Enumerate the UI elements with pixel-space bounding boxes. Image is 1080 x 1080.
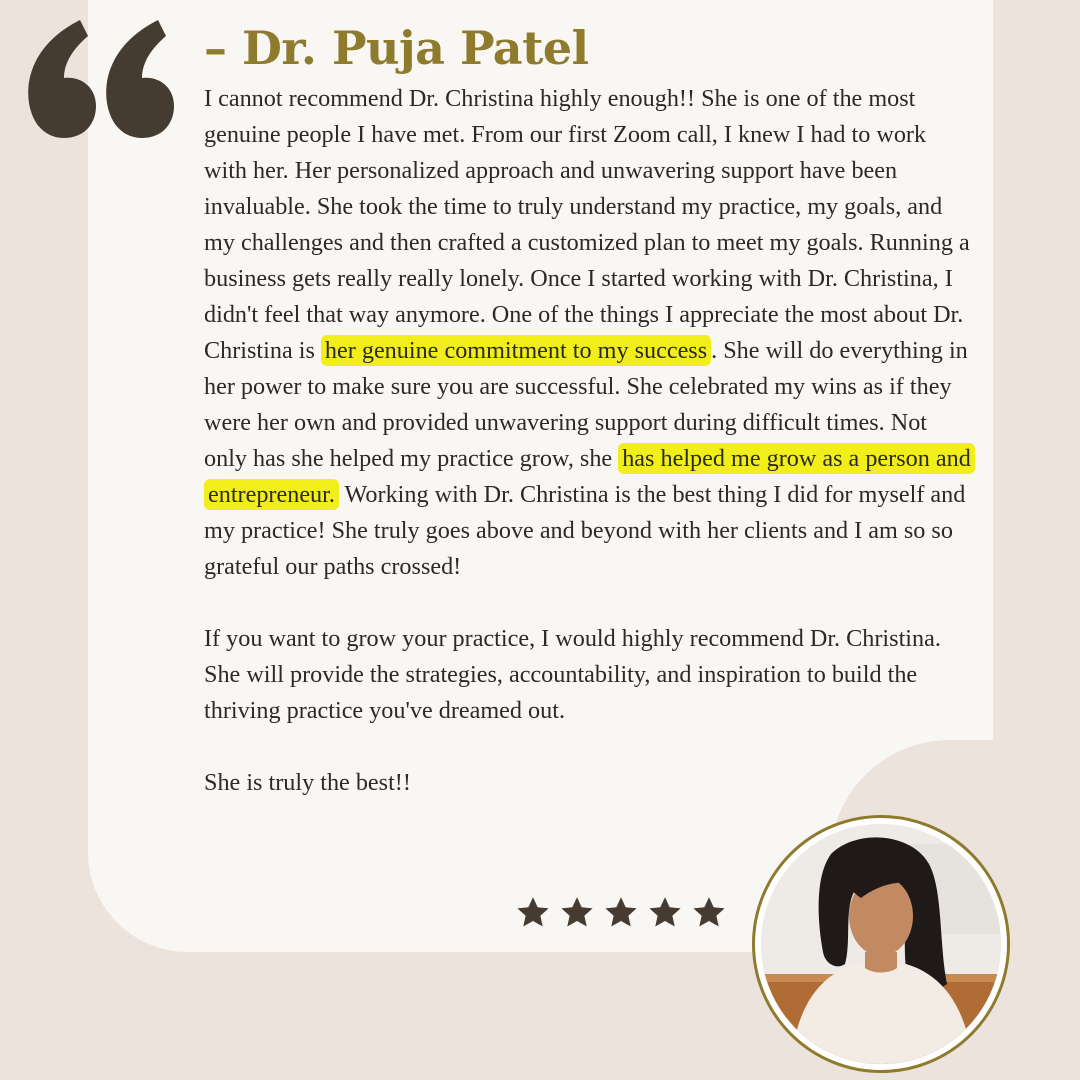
text-segment: . She will do everything in her power to make sure you are successful. She celebrated my wins as if they were her own and provided unwavering support during difficult times. Not only has she helped my practice grow, she xyxy=(204,337,968,472)
quote-mark-icon xyxy=(26,18,176,142)
highlighted-phrase: her genuine commitment to my success xyxy=(321,335,711,366)
author-name: – Dr. Puja Patel xyxy=(204,21,589,75)
star-icon xyxy=(602,895,640,931)
author-photo xyxy=(752,815,1010,1073)
text-segment: Working with Dr. Christina is the best thing I did for myself and my practice! She truly goes above and beyond with her clients and I am so so grateful our paths crossed! xyxy=(204,481,966,580)
testimonial-paragraph xyxy=(204,81,974,585)
author-photo-frame xyxy=(761,824,1001,1064)
star-icon xyxy=(646,895,684,931)
portrait-illustration xyxy=(761,824,1001,1064)
testimonial-body xyxy=(204,81,974,801)
text-segment: I cannot recommend Dr. Christina highly enough!! She is one of the most genuine people I have met. From our first Zoom call, I knew I had to work with her. Her personalized approach and unwavering support have been invaluable. She took the time to truly understand my practice, my goals, and my challenges and then crafted a customized plan to meet my goals. Running a business gets really really lonely. Once I started working with Dr. Christina, I didn't feel that way anymore. One of the things I appreciate the most about Dr. Christina is xyxy=(204,85,970,364)
highlighted-phrase: has helped me grow as a person and entrepreneur. xyxy=(204,443,975,510)
star-icon xyxy=(690,895,728,931)
star-icon xyxy=(514,895,552,931)
testimonial-paragraph: She is truly the best!! xyxy=(204,769,411,796)
testimonial-paragraph: If you want to grow your practice, I would highly recommend Dr. Christina. She will provide the strategies, accountability, and inspiration to build the thriving practice you've dreamed out. xyxy=(204,625,941,724)
star-rating xyxy=(514,895,728,931)
star-icon xyxy=(558,895,596,931)
